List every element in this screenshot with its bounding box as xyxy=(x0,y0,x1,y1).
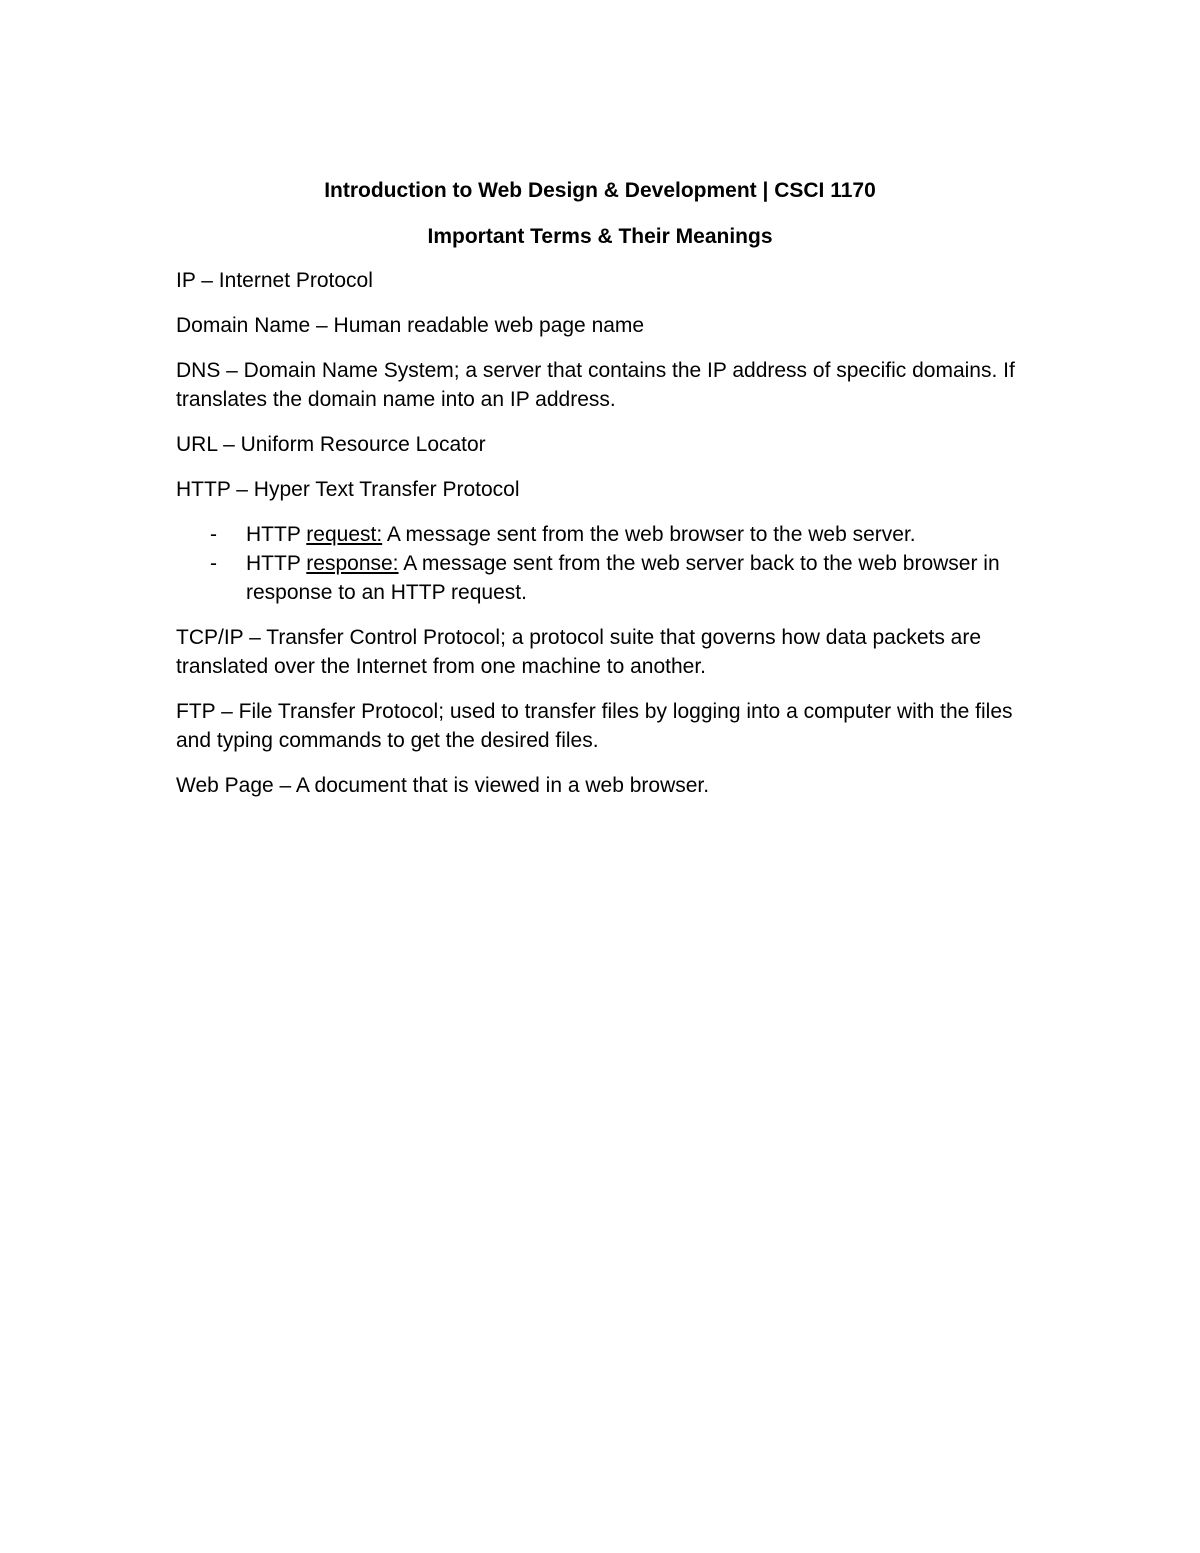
bullet-description: A message sent from the web browser to the web server. xyxy=(382,523,916,546)
bullet-http-response xyxy=(176,549,1026,607)
terms-list xyxy=(176,266,1026,816)
term-web-page: Web Page – A document that is viewed in a web browser. xyxy=(176,774,710,797)
term-dns: DNS – Domain Name System; a server that contains the IP address of specific domains. If translates the domain name into an IP address. xyxy=(176,359,1015,411)
term-ftp: FTP – File Transfer Protocol; used to transfer files by logging into a computer with the files and typing commands to get the desired files. xyxy=(176,700,1013,752)
bullet-prefix: HTTP xyxy=(246,552,307,575)
term-url: URL – Uniform Resource Locator xyxy=(176,433,486,456)
bullet-description: A message sent from the web server back to the web browser in response to an HTTP request. xyxy=(246,552,1000,604)
term-http: HTTP – Hyper Text Transfer Protocol xyxy=(176,478,520,501)
bullet-term-request: request: xyxy=(306,523,383,546)
bullet-http-request xyxy=(176,520,1026,549)
bullet-dash: - xyxy=(210,523,217,546)
term-tcp-ip: TCP/IP – Transfer Control Protocol; a protocol suite that governs how data packets are translated over the Internet from one machine to another. xyxy=(176,626,982,678)
document-title: Introduction to Web Design & Development | CSCI 1170 xyxy=(324,179,876,202)
term-domain-name: Domain Name – Human readable web page name xyxy=(176,314,645,337)
bullet-dash: - xyxy=(210,552,217,575)
http-bullet-list xyxy=(176,520,1026,607)
term-ip: IP – Internet Protocol xyxy=(176,269,373,292)
document-subtitle: Important Terms & Their Meanings xyxy=(427,225,773,248)
bullet-prefix: HTTP xyxy=(246,523,307,546)
bullet-term-response: response: xyxy=(306,552,399,575)
